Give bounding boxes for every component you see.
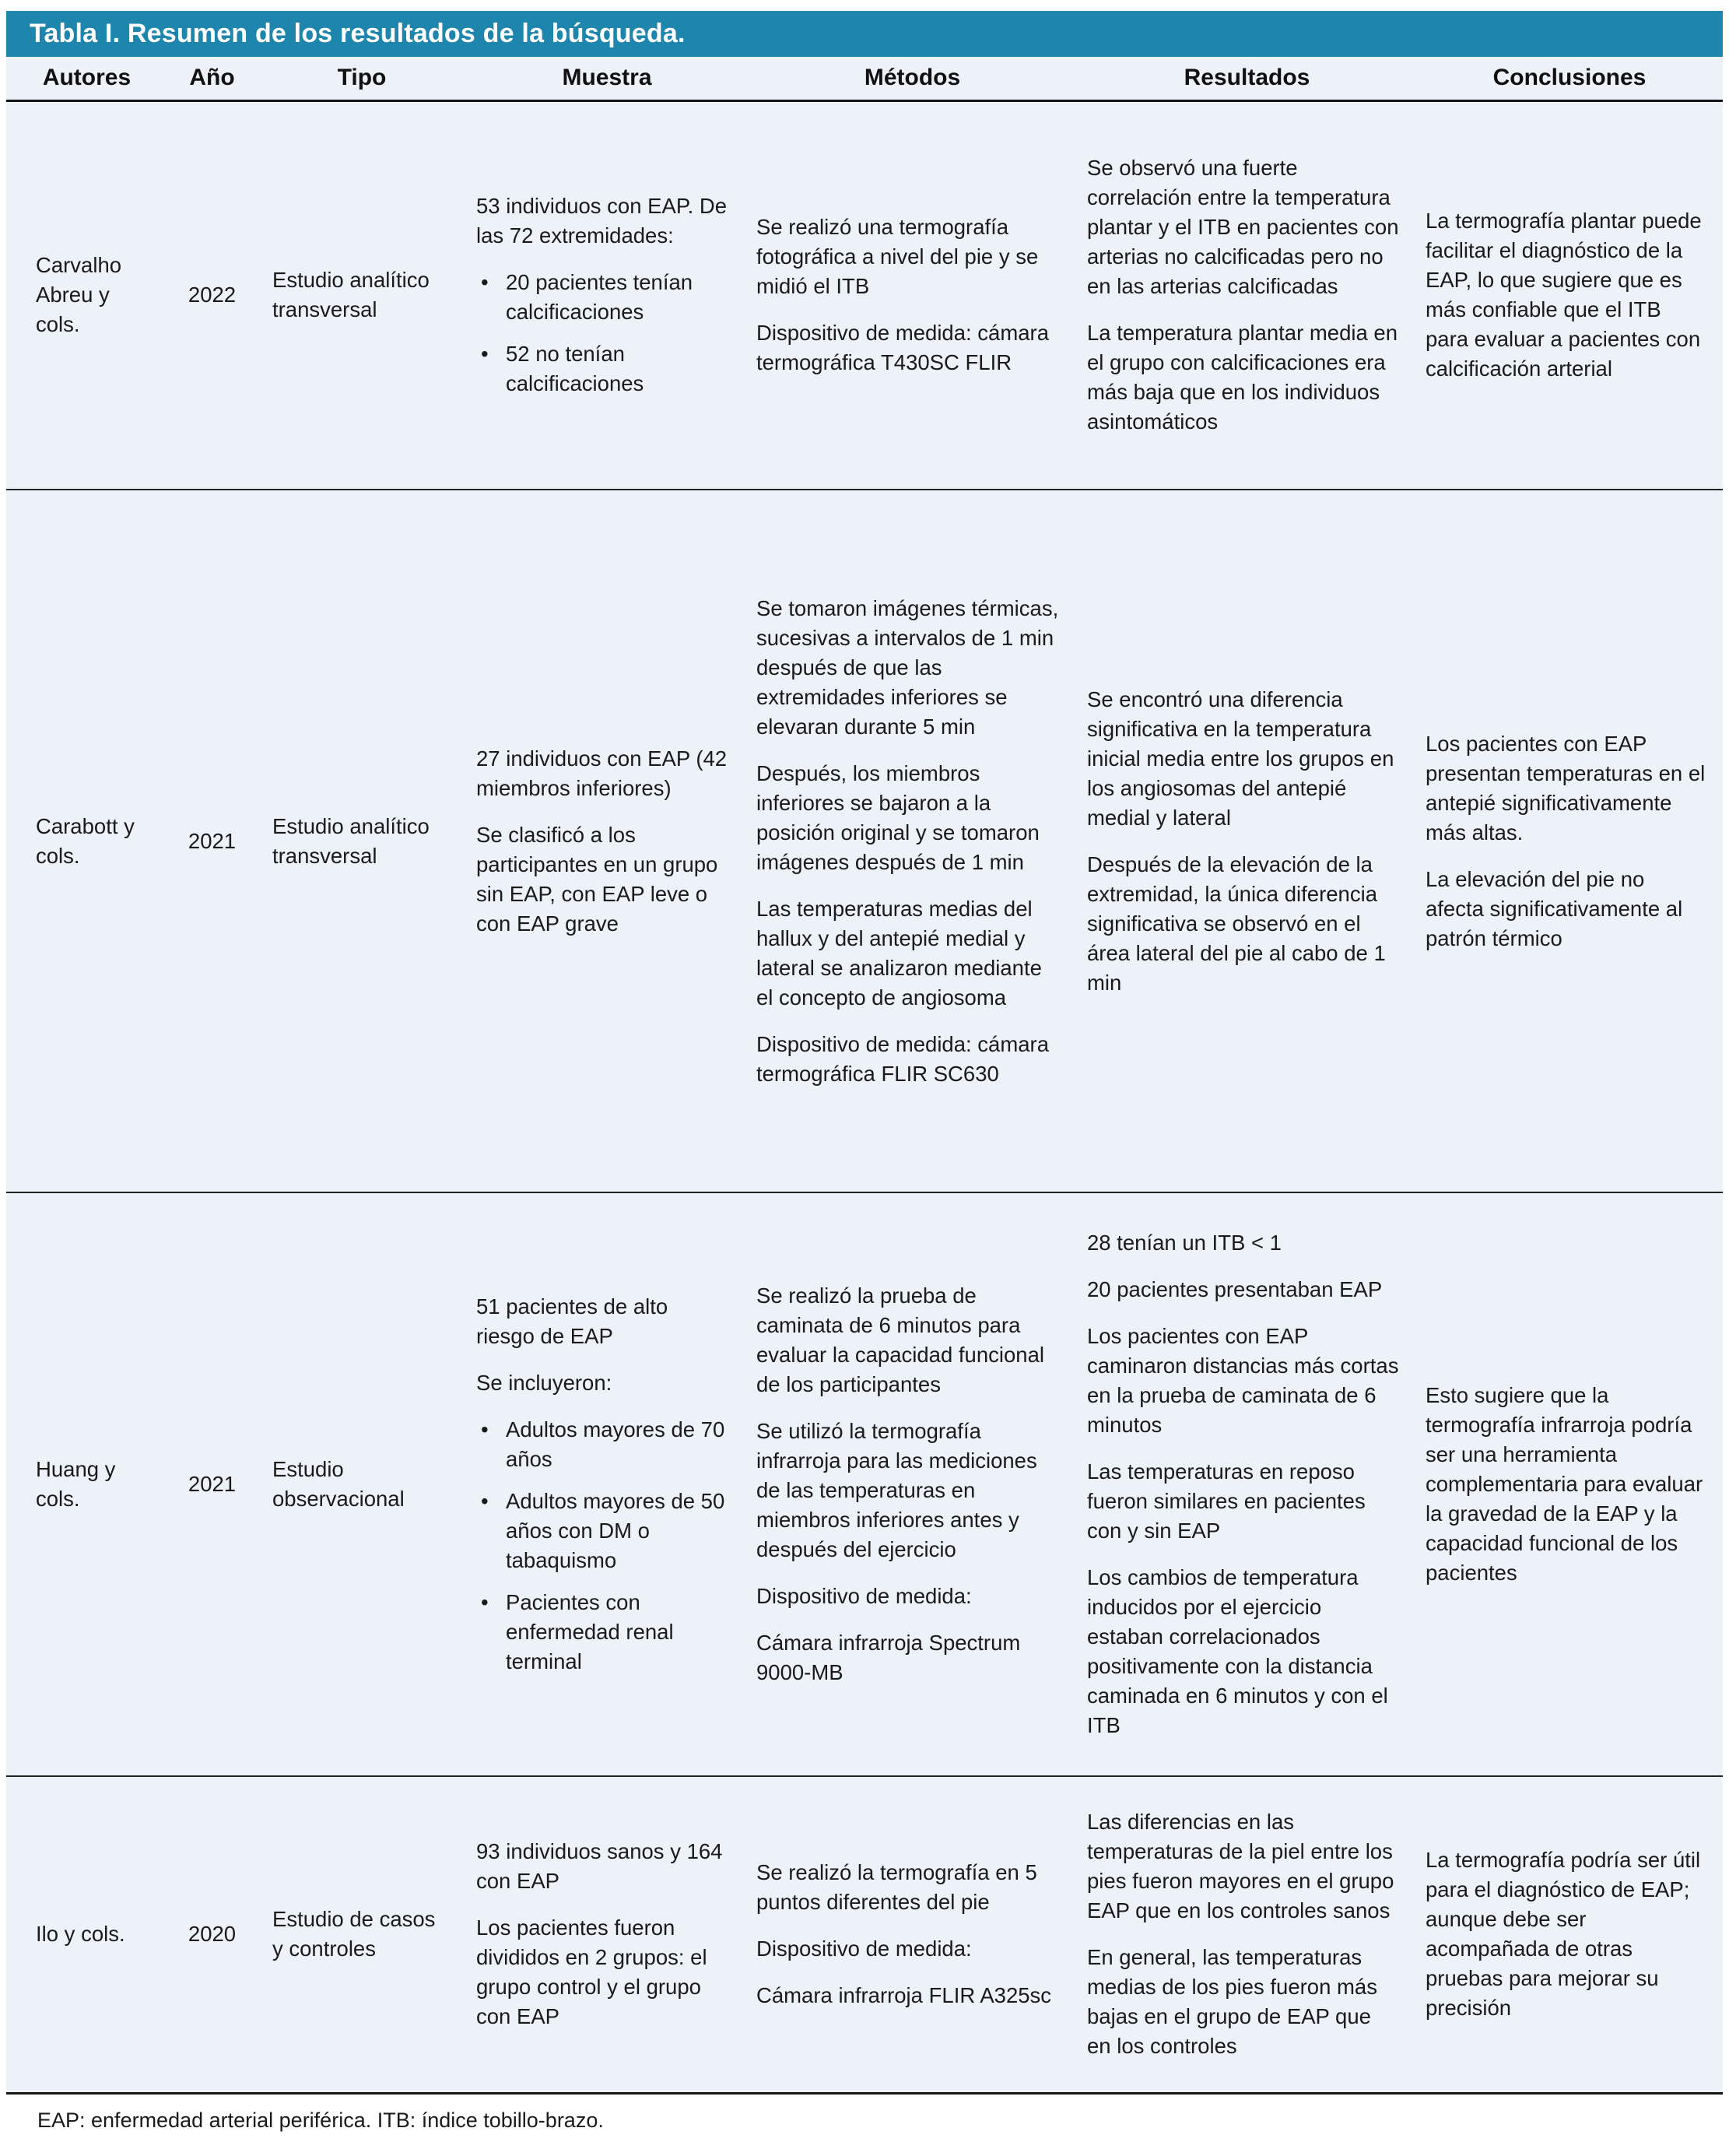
cell-conclusiones [1416,100,1723,490]
anio-text: 2021 [188,1472,237,1496]
muestra-bullet-item: • 52 no tenían calcificaciones [506,339,731,399]
cell-autores [6,1776,167,2093]
tipo-text: Estudio analítico transversal [272,268,430,322]
column-header-resultados: Resultados [1078,57,1416,100]
table-footnote: EAP: enfermedad arterial periférica. ITB: índice tobillo-brazo. [37,2108,604,2132]
cell-muestra [467,1192,747,1776]
cell-metodos [747,1192,1078,1776]
tipo-text: Estudio de casos y controles [272,1907,436,1961]
cell-metodos [747,490,1078,1192]
column-header-autores: Autores [6,57,167,100]
tipo-text: Estudio observacional [272,1457,405,1511]
muestra-paragraph: 27 individuos con EAP (42 miembros inferiores) [476,746,728,800]
metodos-paragraph: Se realizó la prueba de caminata de 6 minutos para evaluar la capacidad funcional de los participantes [756,1283,1044,1396]
study-row-1 [6,490,1723,1192]
cell-metodos [747,1776,1078,2093]
muestra-bullet-list [476,1415,731,1677]
table-title-bar [6,11,1723,57]
cell-tipo [257,1776,467,2093]
cell-metodos [747,100,1078,490]
resultados-paragraph: 20 pacientes presentaban EAP [1087,1277,1383,1301]
metodos-paragraph: Después, los miembros inferiores se bajaron a la posición original y se tomaron imágenes después de 1 min [756,760,1040,874]
table-header-row [6,57,1723,100]
resultados-paragraph: Los pacientes con EAP caminaron distancias más cortas en la prueba de caminata de 6 minutos [1087,1324,1399,1437]
anio-text: 2020 [188,1922,237,1947]
cell-anio [167,1192,257,1776]
muestra-bullet-item: • Adultos mayores de 70 años [506,1415,731,1474]
column-header-muestra: Muestra [467,57,747,100]
muestra-bullet-item: • Pacientes con enfermedad renal terminal [506,1588,731,1677]
cell-muestra [467,1776,747,2093]
muestra-bullet-list [476,268,731,399]
metodos-paragraph: Se utilizó la termografía infrarroja para las mediciones de las temperaturas en miembros inferiores antes y después del ejercicio [756,1419,1037,1561]
column-header-metodos: Métodos [747,57,1078,100]
study-row-2 [6,1192,1723,1776]
cell-anio [167,100,257,490]
resultados-paragraph: Se observó una fuerte correlación entre la temperatura plantar y el ITB en pacientes con arterias no calcificadas pero no en las arterias calcificadas [1087,156,1399,299]
cell-conclusiones [1416,1192,1723,1776]
resultados-paragraph: Se encontró una diferencia significativa en la temperatura inicial media entre los grupos en los angiosomas del antepié medial y lateral [1087,686,1394,830]
cell-anio [167,1776,257,2093]
metodos-paragraph: Dispositivo de medida: cámara termográfica FLIR SC630 [756,1031,1050,1086]
metodos-paragraph: Cámara infrarroja Spectrum 9000-MB [756,1631,1021,1684]
resultados-paragraph: Los cambios de temperatura inducidos por el ejercicio estaban correlacionados positivamente con la distancia caminada en 6 minutos y con el ITB [1087,1565,1388,1737]
cell-autores [6,100,167,490]
muestra-bullet-item: • 20 pacientes tenían calcificaciones [506,268,731,327]
muestra-paragraph: 53 individuos con EAP. De las 72 extremidades: [476,194,728,248]
muestra-paragraph: 51 pacientes de alto riesgo de EAP [476,1294,668,1348]
muestra-paragraph: Los pacientes fueron divididos en 2 grupos: el grupo control y el grupo con EAP [476,1915,707,2029]
resultados-paragraph: Las diferencias en las temperaturas de la piel entre los pies fueron mayores en el grupo EAP que en los controles sanos [1087,1810,1394,1923]
anio-text: 2021 [188,828,237,853]
cell-resultados [1078,1776,1416,2093]
conclusiones-paragraph: La termografía podría ser útil para el diagnóstico de EAP; aunque debe ser acompañada de otras pruebas para mejorar su precisión [1426,1848,1701,2021]
metodos-paragraph: Se realizó una termografía fotográfica a nivel del pie y se midió el ITB [756,215,1039,299]
cell-conclusiones [1416,1776,1723,2093]
metodos-paragraph: Se tomaron imágenes térmicas, sucesivas a intervalos de 1 min después de que las extremidades inferiores se elevaran durante 5 min [756,595,1059,739]
metodos-paragraph: Dispositivo de medida: cámara termográfica T430SC FLIR [756,321,1050,375]
cell-autores [6,1192,167,1776]
resultados-paragraph: 28 tenían un ITB < 1 [1087,1231,1282,1255]
muestra-paragraph: 93 individuos sanos y 164 con EAP [476,1839,723,1894]
conclusiones-paragraph: Esto sugiere que la termografía infrarroja podría ser una herramienta complementaria para evaluar la gravedad de la EAP y la capacidad funcional de los pacientes [1426,1383,1703,1585]
resultados-paragraph: En general, las temperaturas medias de los pies fueron más bajas en el grupo de EAP que en los controles [1087,1945,1377,2059]
study-row-3 [6,1776,1723,2093]
muestra-paragraph: Se incluyeron: [476,1371,612,1395]
cell-resultados [1078,490,1416,1192]
study-row-0 [6,100,1723,490]
autores-text: Ilo y cols. [36,1922,125,1947]
cell-resultados [1078,100,1416,490]
conclusiones-paragraph: La elevación del pie no afecta significativamente al patrón térmico [1426,866,1683,950]
resultados-paragraph: La temperatura plantar media en el grupo con calcificaciones era más baja que en los individuos asintomáticos [1087,321,1398,434]
metodos-paragraph: Se realizó la termografía en 5 puntos diferentes del pie [756,1860,1037,1915]
cell-tipo [257,1192,467,1776]
column-header-ano: Año [167,57,257,100]
column-header-conclusiones: Conclusiones [1416,57,1723,100]
metodos-paragraph: Cámara infrarroja FLIR A325sc [756,1983,1052,2008]
cell-resultados [1078,1192,1416,1776]
autores-text: Huang y cols. [36,1457,116,1511]
table-title: Tabla I. Resumen de los resultados de la búsqueda. [30,19,686,48]
column-header-tipo: Tipo [257,57,467,100]
cell-muestra [467,100,747,490]
cell-conclusiones [1416,490,1723,1192]
resultados-paragraph: Las temperaturas en reposo fueron similares en pacientes con y sin EAP [1087,1459,1366,1543]
anio-text: 2022 [188,283,237,307]
autores-text: Carabott y cols. [36,813,135,868]
metodos-paragraph: Dispositivo de medida: [756,1937,972,1961]
autores-text: Carvalho Abreu y cols. [36,253,122,337]
metodos-paragraph: Dispositivo de medida: [756,1584,972,1608]
muestra-paragraph: Se clasificó a los participantes en un grupo sin EAP, con EAP leve o con EAP grave [476,822,718,936]
cell-tipo [257,100,467,490]
conclusiones-paragraph: La termografía plantar puede facilitar el diagnóstico de la EAP, lo que sugiere que es más confiable que el ITB para evaluar a pacientes con calcificación arterial [1426,209,1702,381]
cell-muestra [467,490,747,1192]
resultados-paragraph: Después de la elevación de la extremidad, la única diferencia significativa se observó en el área lateral del pie al cabo de 1 min [1087,852,1386,995]
tipo-text: Estudio analítico transversal [272,813,430,868]
results-summary-table [6,57,1723,2095]
cell-tipo [257,490,467,1192]
conclusiones-paragraph: Los pacientes con EAP presentan temperaturas en el antepié significativamente más altas. [1426,731,1706,844]
cell-anio [167,490,257,1192]
cell-autores [6,490,167,1192]
metodos-paragraph: Las temperaturas medias del hallux y del antepié medial y lateral se analizaron mediante el concepto de angiosoma [756,896,1042,1010]
muestra-bullet-item: • Adultos mayores de 50 años con DM o tabaquismo [506,1487,731,1575]
